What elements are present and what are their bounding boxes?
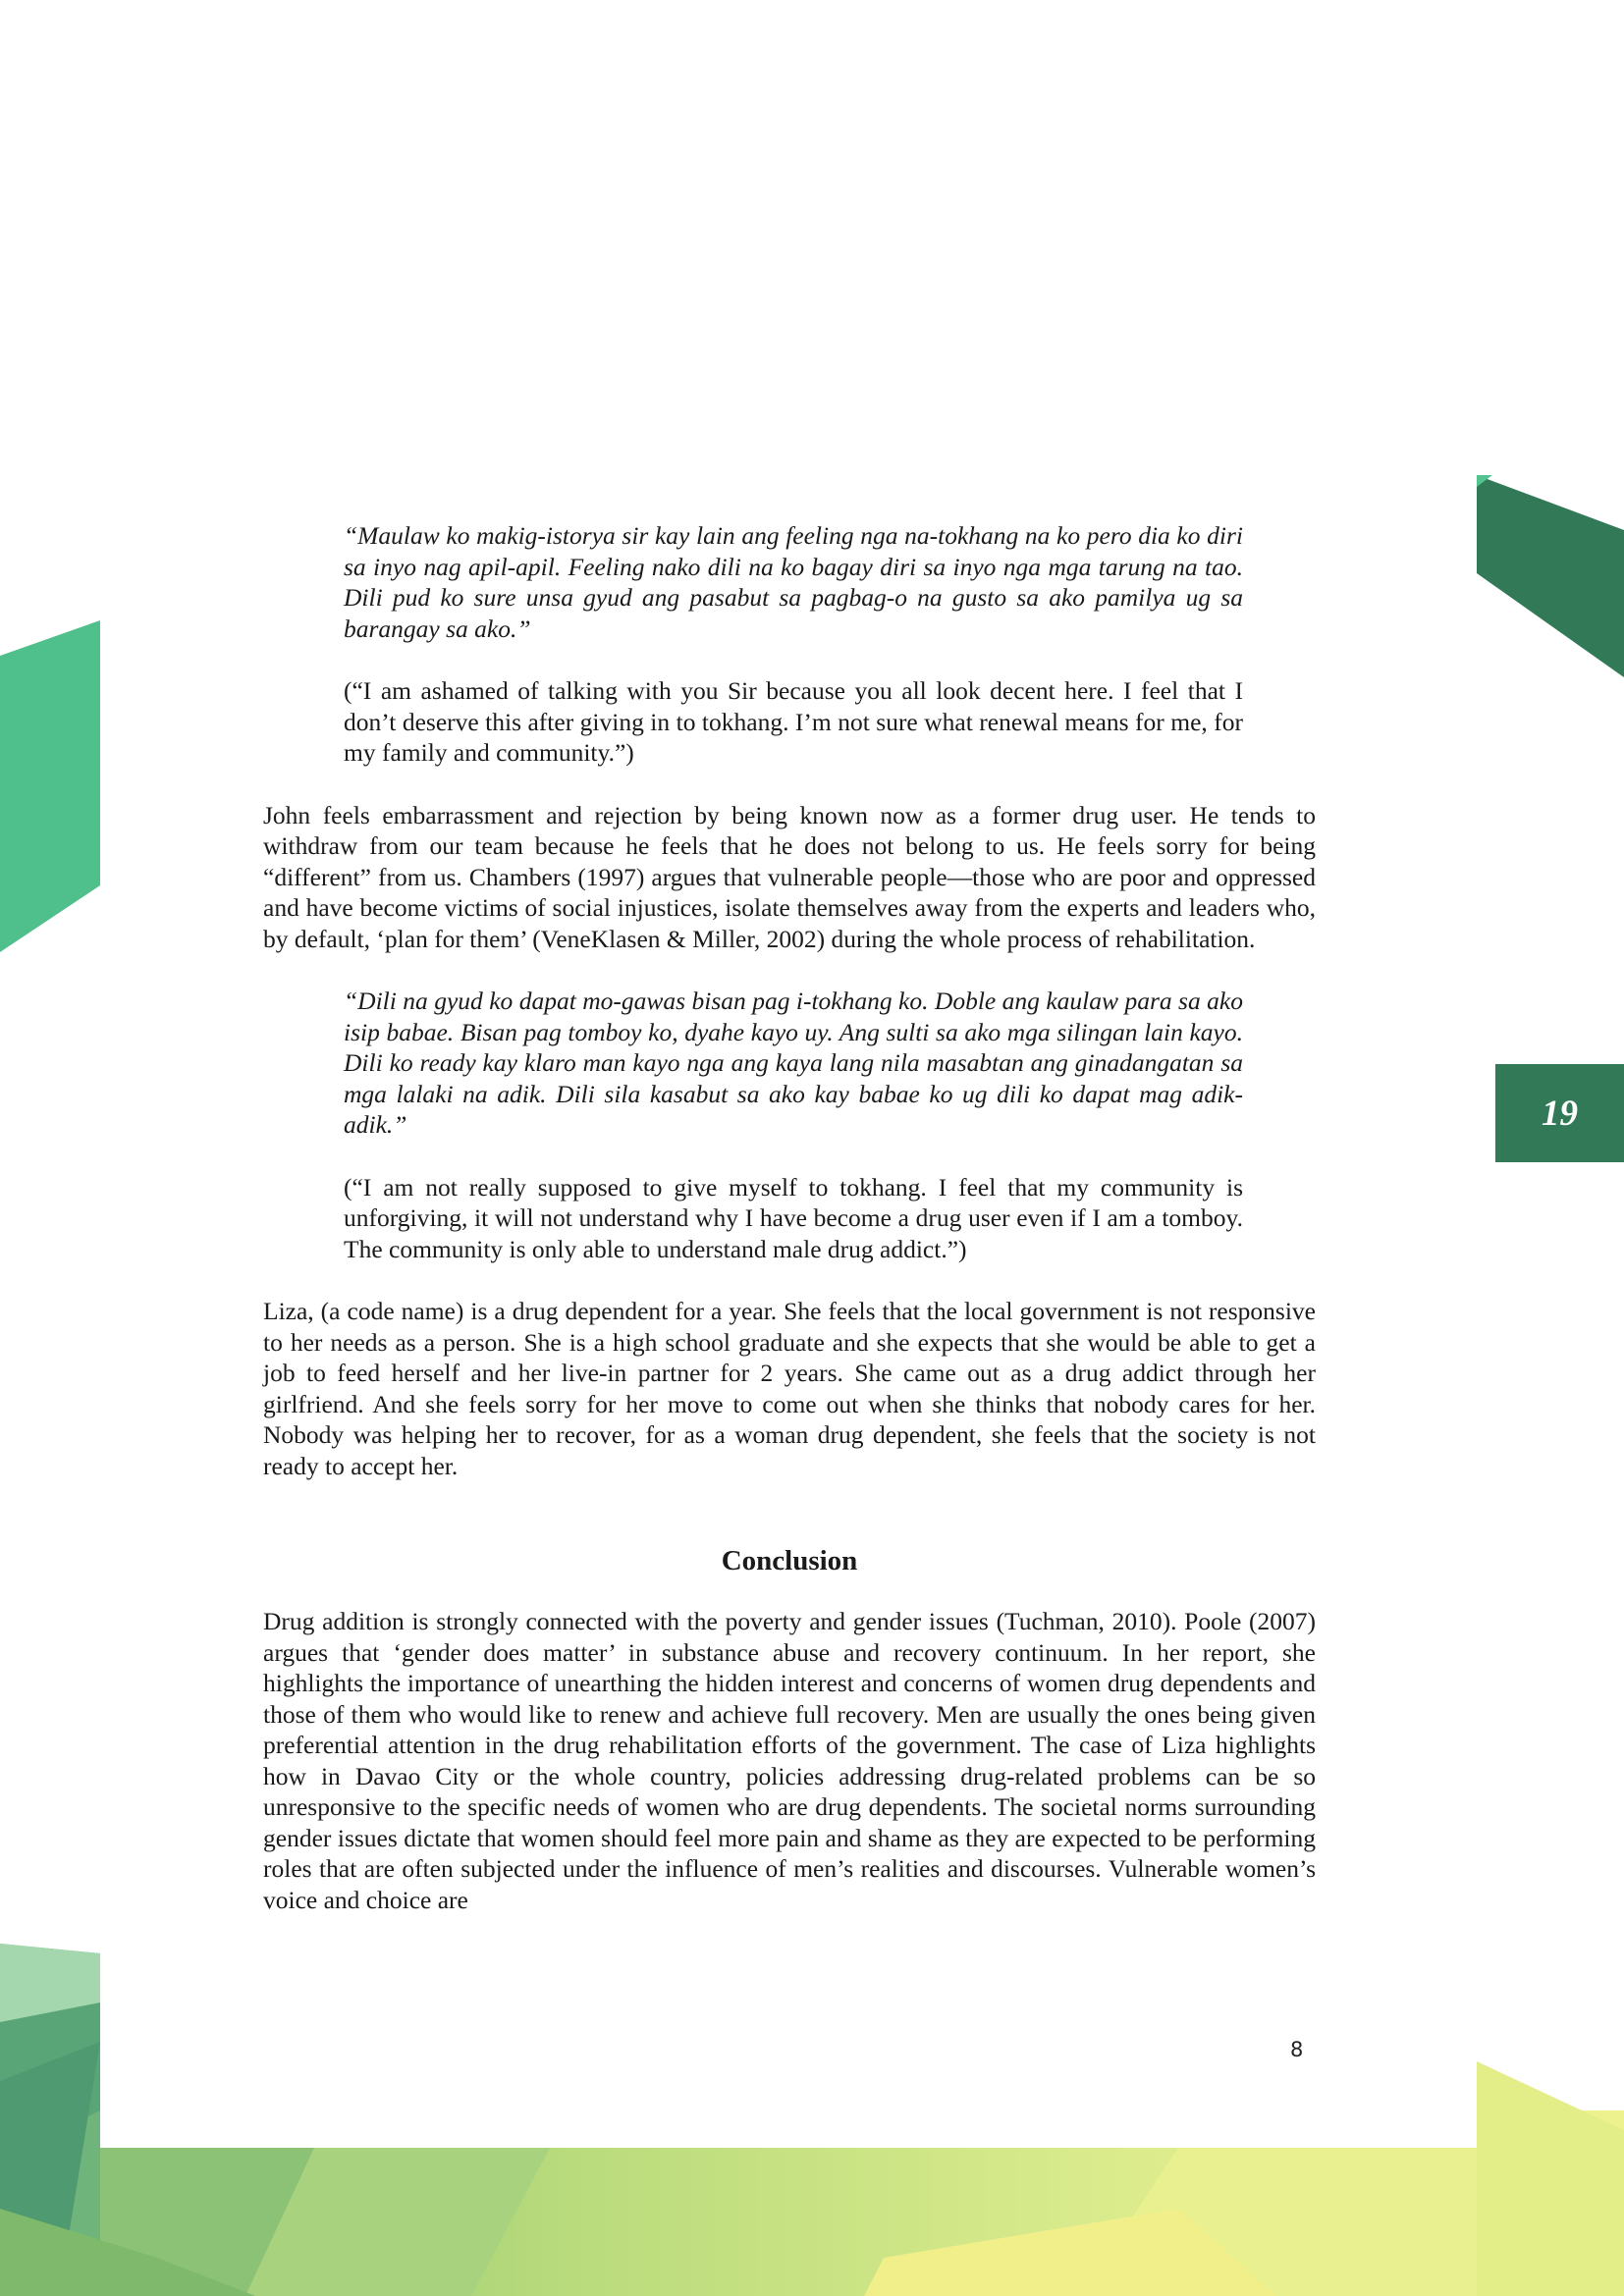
- left-green-shape: [0, 620, 100, 952]
- quote-translation: (“I am ashamed of talking with you Sir because you all look decent here. I feel that I don’t deserve this after giving in to tokhang. I’m not sure what renewal means for me, for my family and community.”): [344, 676, 1243, 767]
- bottom-right-facet: [1477, 2061, 1624, 2296]
- conclusion-paragraph: Drug addition is strongly connected with the poverty and gender issues (Tuchman, 2010). Poole (2007) argues that ‘gender does matter’ in substance abuse and recovery continuum. In her report, she highlights the importance of unearthing the hidden interest and concerns of women drug dependents and those of them who would like to renew and achieve full recovery. Men are usually the ones being given preferential attention in the drug rehabilitation efforts of the government. The case of Liza highlights how in Davao City or the whole country, policies addressing drug-related problems can be so unresponsive to the specific needs of women who are drug dependents. The societal norms surrounding gender issues dictate that women should feel more pain and shame as they are expected to be performing roles that are often subjected under the influence of men’s realities and discourses. Vulnerable women’s voice and choice are: [263, 1607, 1316, 1914]
- body-paragraph: John feels embarrassment and rejection by being known now as a former drug user. He tends to withdraw from our team because he feels that he does not belong to us. He feels sorry for being “different” from us. Chambers (1997) argues that vulnerable people—those who are poor and oppressed and have become victims of social injustices, isolate themselves away from the experts and leaders who, by default, ‘plan for them’ (VeneKlasen & Miller, 2002) during the whole process of rehabilitation.: [263, 800, 1316, 953]
- document-body: [263, 520, 1316, 1915]
- section-number-tab: 19: [1495, 1064, 1624, 1162]
- body-paragraph: Liza, (a code name) is a drug dependent for a year. She feels that the local government is not responsive to her needs as a person. She is a high school graduate and she expects that she would be able to get a job to feed herself and her live-in partner for 2 years. She came out as a drug addict through her girlfriend. And she feels sorry for her move to come out when she thinks that nobody cares for her. Nobody was helping her to recover, for as a woman drug dependent, she feels that the society is not ready to accept her.: [263, 1297, 1316, 1480]
- quote-translation: (“I am not really supposed to give myself to tokhang. I feel that my community is unforgiving, it will not understand why I have become a drug user even if I am a tomboy. The community is only able to understand male drug addict.”): [344, 1172, 1243, 1263]
- top-right-green-shape: [1477, 475, 1624, 677]
- section-heading: Conclusion: [721, 1545, 858, 1576]
- page-number: 8: [1290, 2038, 1304, 2061]
- quote-paragraph: “Maulaw ko makig-istorya sir kay lain ang feeling nga na-tokhang na ko pero dia ko diri sa inyo nag apil-apil. Feeling nako dili na ko bagay diri sa inyo nga mga tarung na tao. Dili pud ko sure unsa gyud ang pasabut sa pagbag-o na gusto sa ako pamilya ug sa barangay sa ako.”: [344, 521, 1243, 643]
- quote-paragraph: “Dili na gyud ko dapat mo-gawas bisan pag i-tokhang ko. Doble ang kaulaw para sa ako isip babae. Bisan pag tomboy ko, dyahe kayo uy. Ang sulti sa ako mga silingan lain kayo. Dili ko ready kay klaro man kayo nga ang kaya lang nila masabtan ang ginadangatan sa mga lalaki na adik. Dili sila kasabut sa ako kay babae ko ug dili ko dapat mag adik-adik.”: [344, 987, 1243, 1139]
